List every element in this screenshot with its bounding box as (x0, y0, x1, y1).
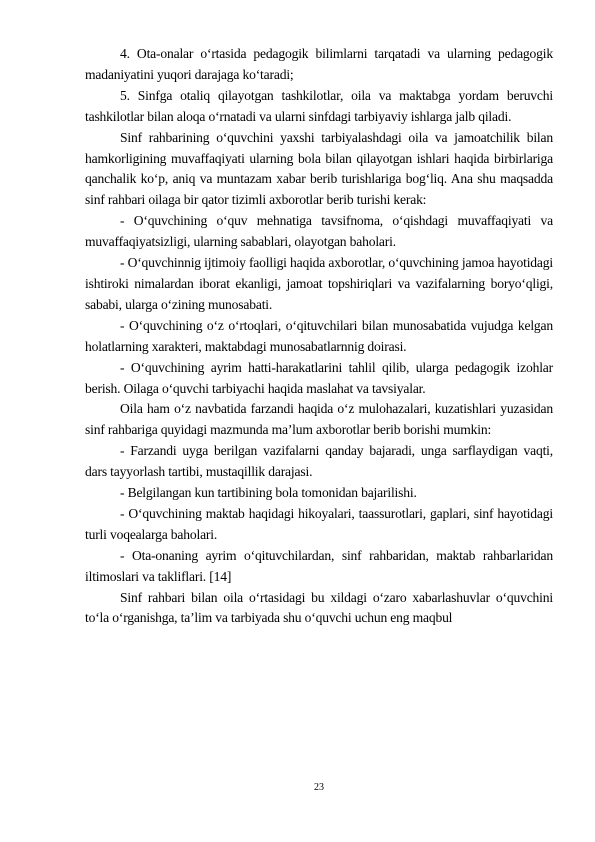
paragraph: - Belgilangan kun tartibining bola tomonidan bajarilishi. (120, 485, 417, 501)
paragraph: - O‘quvchining o‘quv mehnatiga tavsifnoma, o‘qishdagi muvaffaqiyati va muvaffaqiyatsizligi, ularning sabablari, olayotgan baholari. (85, 213, 553, 250)
paragraph: - O‘quvchining ayrim hatti-harakatlarini tahlil qilib, ularga pedagogik izohlar berish. Oilaga o‘quvchi tarbiyachi haqida maslahat va tavsiyalar. (85, 359, 553, 396)
paragraph: - O‘quvchining o‘z o‘rtoqlari, o‘qituvchilari bilan munosabatida vujudga kelgan holatlarning xarakteri, maktabdagi munosabatlarnnig doirasi. (85, 317, 553, 354)
paragraph: - O‘quvchining maktab haqidagi hikoyalari, taassurotlari, gaplari, sinf hayotidagi turli voqealarga baholari. (85, 505, 553, 542)
body-text (85, 44, 553, 629)
paragraph: 4. Ota-onalar o‘rtasida pedagogik bilimlarni tarqatadi va ularning pedagogik madaniyatini yuqori darajaga ko‘taradi; (85, 46, 553, 82)
paragraph: - Farzandi uyga berilgan vazifalarni qanday bajaradi, unga sarflaydigan vaqti, dars tayyorlash tartibi, mustaqillik darajasi. (85, 443, 553, 480)
paragraph: Sinf rahbari bilan oila o‘rtasidagi bu xildagi o‘zaro xabarlashuvlar o‘quvchini to‘la o‘rganishga, ta’lim va tarbiyada shu o‘quvchi uchun eng maqbul (85, 589, 553, 626)
paragraph: Oila ham o‘z navbatida farzandi haqida o‘z mulohazalari, kuzatishlari yuzasidan sinf rahbariga quyidagi mazmunda ma’lum axborotlar berib borishi mumkin: (85, 401, 553, 438)
paragraph: 5. Sinfga otaliq qilayotgan tashkilotlar, oila va maktabga yordam beruvchi tashkilotlar bilan aloqa o‘rnatadi va ularni sinfdagi tarbiyaviy ishlarga jalb qiladi. (85, 87, 553, 124)
paragraph: - Ota-onaning ayrim o‘qituvchilardan, sinf rahbaridan, maktab rahbarlaridan iltimoslari va takliflari. [14] (85, 547, 553, 584)
paragraph: - O‘quvchinnig ijtimoiy faolligi haqida axborotlar, o‘quvchining jamoa hayotidagi ishtiroki nimalardan iborat ekanligi, jamoat topshiriqlari va vazifalarning boryo‘qligi, sababi, ularga o‘zining munosabati. (85, 255, 553, 312)
paragraph: Sinf rahbarining o‘quvchini yaxshi tarbiyalashdagi oila va jamoatchilik bilan hamkorligining muvaffaqiyati ularning bola bilan qilayotgan ishlari haqida birbirlariga qanchalik ko‘p, aniq va muntazam xabar berib turishlariga bog‘liq. Ana shu maqsadda sinf rahbari oilaga bir qator tizimli axborotlar berib turishi kerak: (85, 129, 553, 208)
page-number: 23 (314, 782, 324, 793)
